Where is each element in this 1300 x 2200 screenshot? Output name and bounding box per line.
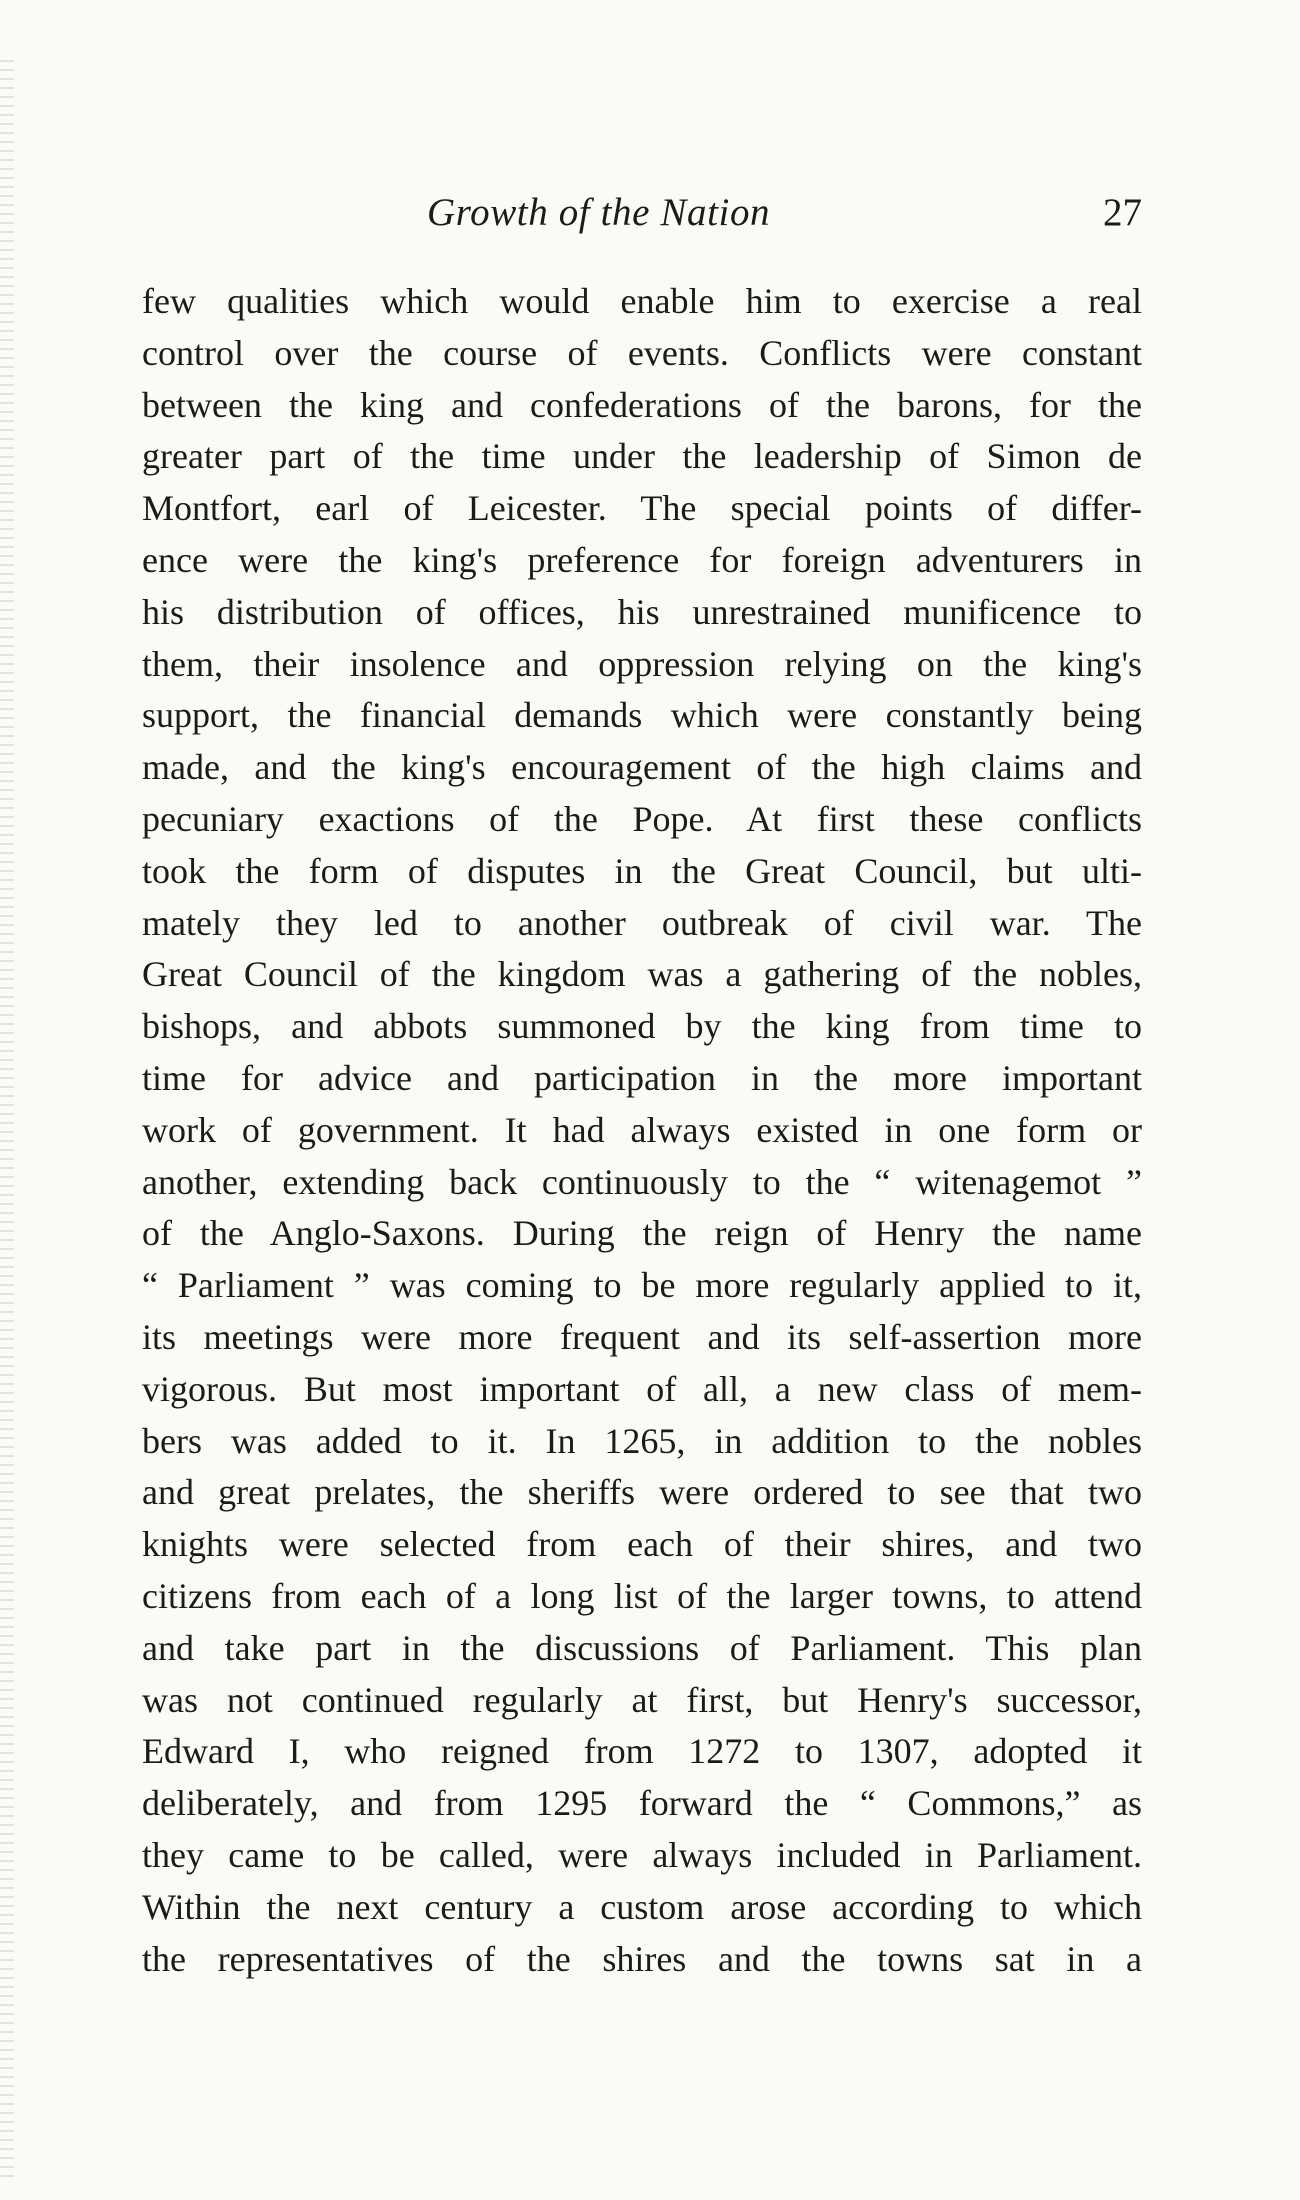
text-line: deliberately, and from 1295 forward the “ Commons,” as [142, 1783, 1142, 1824]
text-line: Edward I, who reigned from 1272 to 1307, adopted it [142, 1731, 1142, 1772]
text-line: work of government. It had always existed in one form or [142, 1109, 1142, 1150]
text-line: bers was added to it. In 1265, in addition to the nobles [142, 1420, 1142, 1461]
text-line: citizens from each of a long list of the larger towns, to attend [142, 1575, 1142, 1616]
text-line: them, their insolence and oppression relying on the king's [142, 643, 1142, 684]
text-line: they came to be called, were always included in Parliament. [142, 1834, 1142, 1875]
text-line: few qualities which would enable him to exercise a real [142, 281, 1142, 321]
text-line: “ Parliament ” was coming to be more regularly applied to it, [142, 1265, 1142, 1306]
running-head [142, 185, 1142, 241]
text-line: ence were the king's preference for foreign adventurers in [142, 539, 1142, 580]
text-line: Within the next century a custom arose according to which [142, 1886, 1142, 1927]
text-line: was not continued regularly at first, but Henry's successor, [142, 1679, 1142, 1720]
page-edge-scan-artifact [0, 60, 14, 2180]
text-line: greater part of the time under the leadership of Simon de [142, 436, 1142, 477]
text-line: its meetings were more frequent and its self-assertion more [142, 1316, 1142, 1357]
page-number: 27 [1103, 191, 1142, 234]
text-line: Great Council of the kingdom was a gathering of the nobles, [142, 954, 1142, 995]
text-line: knights were selected from each of their shires, and two [142, 1524, 1142, 1565]
body-text [142, 276, 1142, 1985]
text-line: and great prelates, the sheriffs were ordered to see that two [142, 1472, 1142, 1513]
text-line: pecuniary exactions of the Pope. At first these conflicts [142, 798, 1142, 839]
text-line: of the Anglo-Saxons. During the reign of Henry the name [142, 1213, 1142, 1254]
text-line: control over the course of events. Conflicts were constant [142, 332, 1142, 373]
text-line: support, the financial demands which were constantly being [142, 695, 1142, 736]
text-line: bishops, and abbots summoned by the king from time to [142, 1006, 1142, 1047]
text-line: vigorous. But most important of all, a new class of mem- [142, 1368, 1142, 1409]
text-line: mately they led to another outbreak of civil war. The [142, 902, 1142, 943]
text-line: time for advice and participation in the more important [142, 1057, 1142, 1098]
text-line: between the king and confederations of the barons, for the [142, 384, 1142, 425]
text-line: another, extending back continuously to the “ witenagemot ” [142, 1161, 1142, 1202]
text-line: the representatives of the shires and the towns sat in a [142, 1938, 1142, 1979]
text-line: and take part in the discussions of Parliament. This plan [142, 1627, 1142, 1668]
text-line: took the form of disputes in the Great Council, but ulti- [142, 850, 1142, 891]
text-line: made, and the king's encouragement of the high claims and [142, 747, 1142, 788]
text-line: Montfort, earl of Leicester. The special points of differ- [142, 488, 1142, 529]
running-title: Growth of the Nation [427, 191, 771, 234]
text-line: his distribution of offices, his unrestrained munificence to [142, 591, 1142, 632]
